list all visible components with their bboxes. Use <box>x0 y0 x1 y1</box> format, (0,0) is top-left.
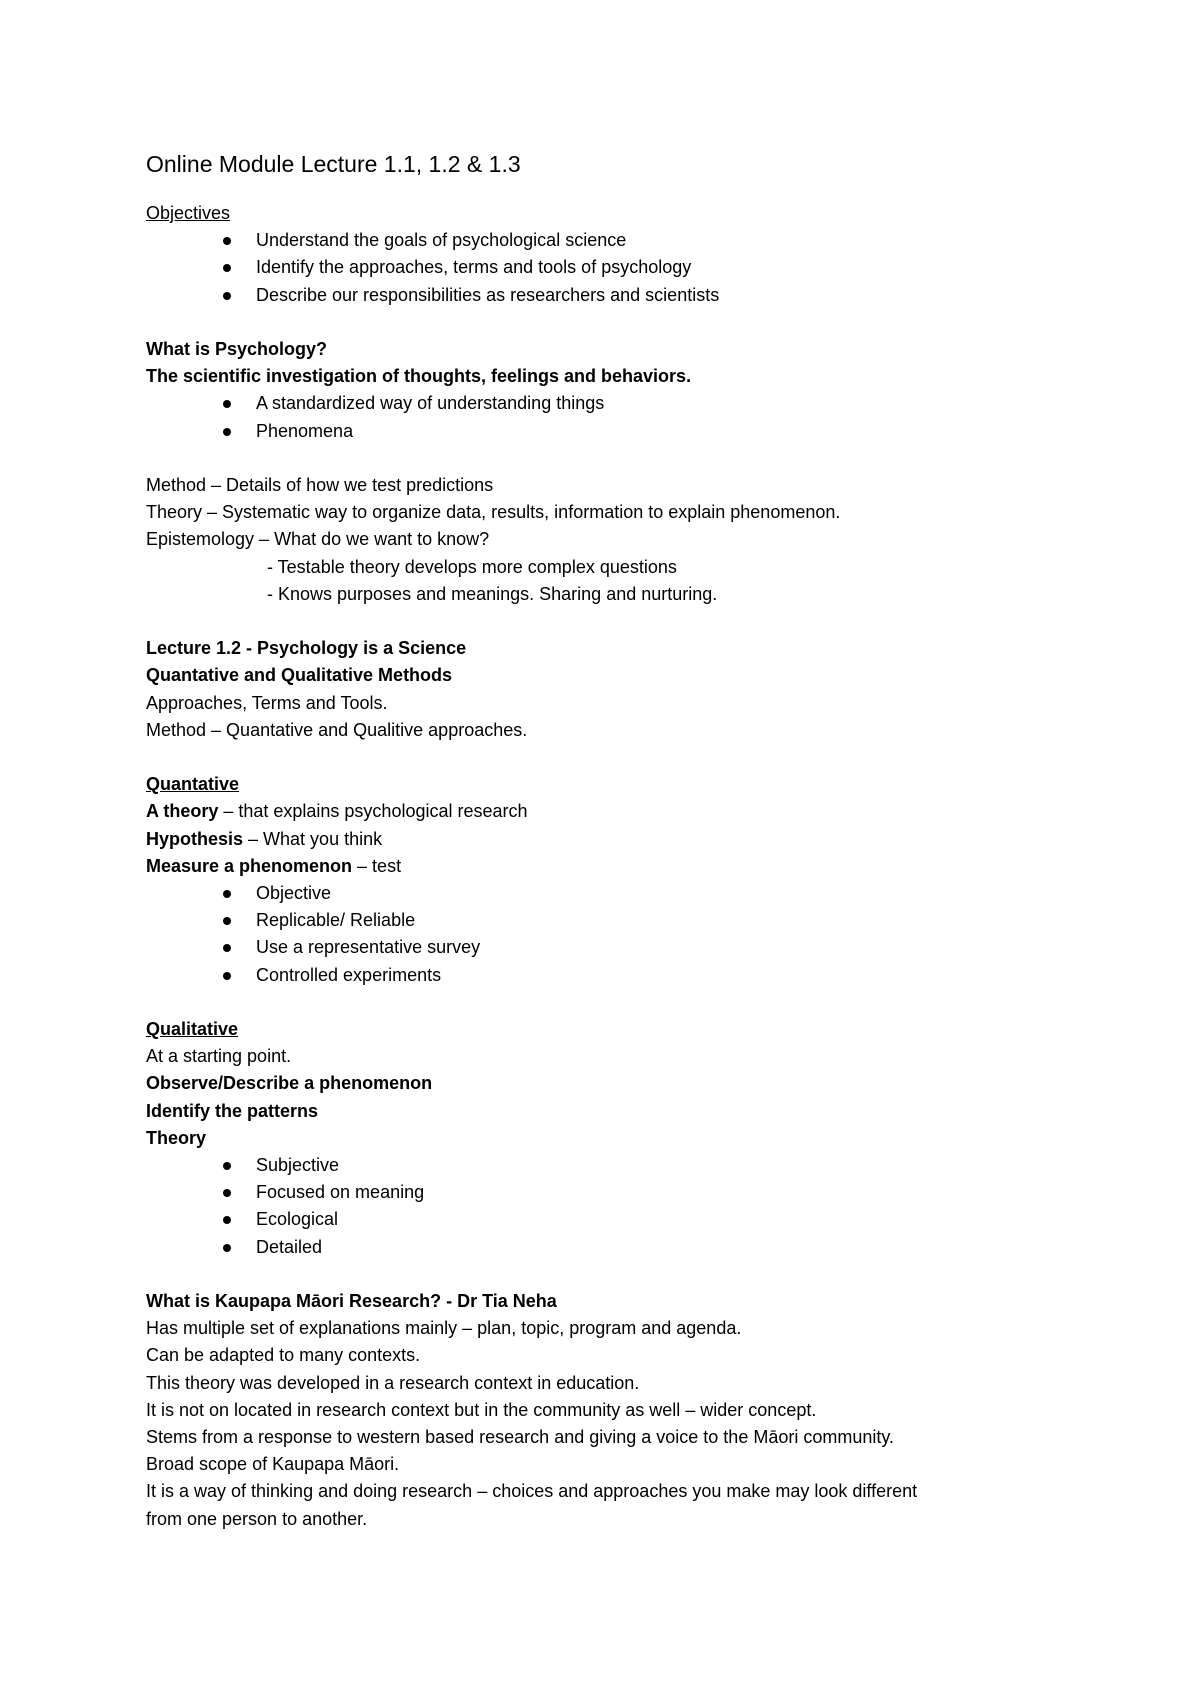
list-item: Controlled experiments <box>146 962 1046 989</box>
list-item: Phenomena <box>146 418 1046 445</box>
lecture12-line: Method – Quantative and Qualitive approaches. <box>146 719 528 740</box>
kaupapa-line: Can be adapted to many contexts. <box>146 1345 421 1366</box>
spacer <box>146 309 1046 336</box>
epistemology-line: Epistemology – What do we want to know? <box>146 529 490 550</box>
list-item: Ecological <box>146 1206 1046 1233</box>
list-item: A standardized way of understanding things <box>146 390 1046 417</box>
bullet-icon <box>223 292 231 300</box>
quantative-list <box>146 880 1046 989</box>
bullet-icon <box>223 400 231 408</box>
psychology-list <box>146 390 1046 444</box>
bullet-icon <box>223 944 231 952</box>
bullet-icon <box>223 972 231 980</box>
quantative-measure-label: Measure a phenomenon <box>146 855 353 876</box>
quantative-hypothesis-label: Hypothesis <box>146 828 244 849</box>
bullet-icon <box>223 1162 231 1170</box>
quantative-theory-line <box>146 798 1046 825</box>
bullet-icon <box>223 237 231 245</box>
bullet-icon <box>223 1216 231 1224</box>
list-item: Objective <box>146 880 1046 907</box>
kaupapa-line: It is not on located in research context but in the community as well – wider concept. <box>146 1399 817 1420</box>
bullet-icon <box>223 917 231 925</box>
kaupapa-line: Broad scope of Kaupapa Māori. <box>146 1454 400 1475</box>
quantative-measure-line <box>146 853 1046 880</box>
qualitative-line: Identify the patterns <box>146 1100 319 1121</box>
lecture12-line: Approaches, Terms and Tools. <box>146 692 388 713</box>
spacer <box>146 744 1046 771</box>
list-item: Understand the goals of psychological science <box>146 227 1046 254</box>
list-item: Detailed <box>146 1234 1046 1261</box>
bullet-icon <box>223 1189 231 1197</box>
list-item: Replicable/ Reliable <box>146 907 1046 934</box>
list-item: Identify the approaches, terms and tools of psychology <box>146 254 1046 281</box>
kaupapa-heading: What is Kaupapa Māori Research? - Dr Tia Neha <box>146 1291 557 1312</box>
kaupapa-line: Stems from a response to western based research and giving a voice to the Māori community. <box>146 1427 895 1448</box>
kaupapa-line: It is a way of thinking and doing research – choices and approaches you make may look different <box>146 1481 918 1502</box>
document-title: Online Module Lecture 1.1, 1.2 & 1.3 <box>146 151 521 177</box>
list-item: Focused on meaning <box>146 1179 1046 1206</box>
theory-line: Theory – Systematic way to organize data, results, information to explain phenomenon. <box>146 502 841 523</box>
lecture12-heading: Lecture 1.2 - Psychology is a Science <box>146 638 467 659</box>
method-line: Method – Details of how we test predictions <box>146 475 494 495</box>
kaupapa-line: Has multiple set of explanations mainly – plan, topic, program and agenda. <box>146 1318 742 1339</box>
quantative-hypothesis-text: – What you think <box>243 828 383 849</box>
kaupapa-line: This theory was developed in a research context in education. <box>146 1372 640 1393</box>
quantative-heading: Quantative <box>146 774 240 795</box>
spacer <box>146 608 1046 635</box>
quantative-theory-label: A theory <box>146 801 219 822</box>
spacer <box>146 445 1046 472</box>
lecture12-subheading: Quantative and Qualitative Methods <box>146 665 453 686</box>
list-item: Describe our responsibilities as researchers and scientists <box>146 282 1046 309</box>
objectives-heading: Objectives <box>146 203 231 223</box>
bullet-icon <box>223 264 231 272</box>
bullet-icon <box>223 890 231 898</box>
document-body <box>146 150 1046 1533</box>
epistemology-sub-line: - Testable theory develops more complex questions <box>267 556 677 577</box>
qualitative-list <box>146 1152 1046 1261</box>
quantative-measure-text: – test <box>352 855 402 876</box>
qualitative-line: Theory <box>146 1127 207 1148</box>
epistemology-sub-line: - Knows purposes and meanings. Sharing and nurturing. <box>267 583 718 604</box>
bullet-icon <box>223 1244 231 1252</box>
spacer <box>146 989 1046 1016</box>
spacer <box>146 1261 1046 1288</box>
psychology-heading: What is Psychology? <box>146 339 328 359</box>
quantative-theory-text: – that explains psychological research <box>218 801 528 822</box>
objectives-list <box>146 227 1046 309</box>
kaupapa-line: from one person to another. <box>146 1508 368 1529</box>
qualitative-heading: Qualitative <box>146 1019 239 1040</box>
bullet-icon <box>223 428 231 436</box>
list-item: Subjective <box>146 1152 1046 1179</box>
qualitative-line: At a starting point. <box>146 1046 292 1067</box>
quantative-hypothesis-line <box>146 826 1046 853</box>
qualitative-line: Observe/Describe a phenomenon <box>146 1073 433 1094</box>
psychology-definition: The scientific investigation of thoughts, feelings and behaviors. <box>146 366 692 387</box>
list-item: Use a representative survey <box>146 934 1046 961</box>
